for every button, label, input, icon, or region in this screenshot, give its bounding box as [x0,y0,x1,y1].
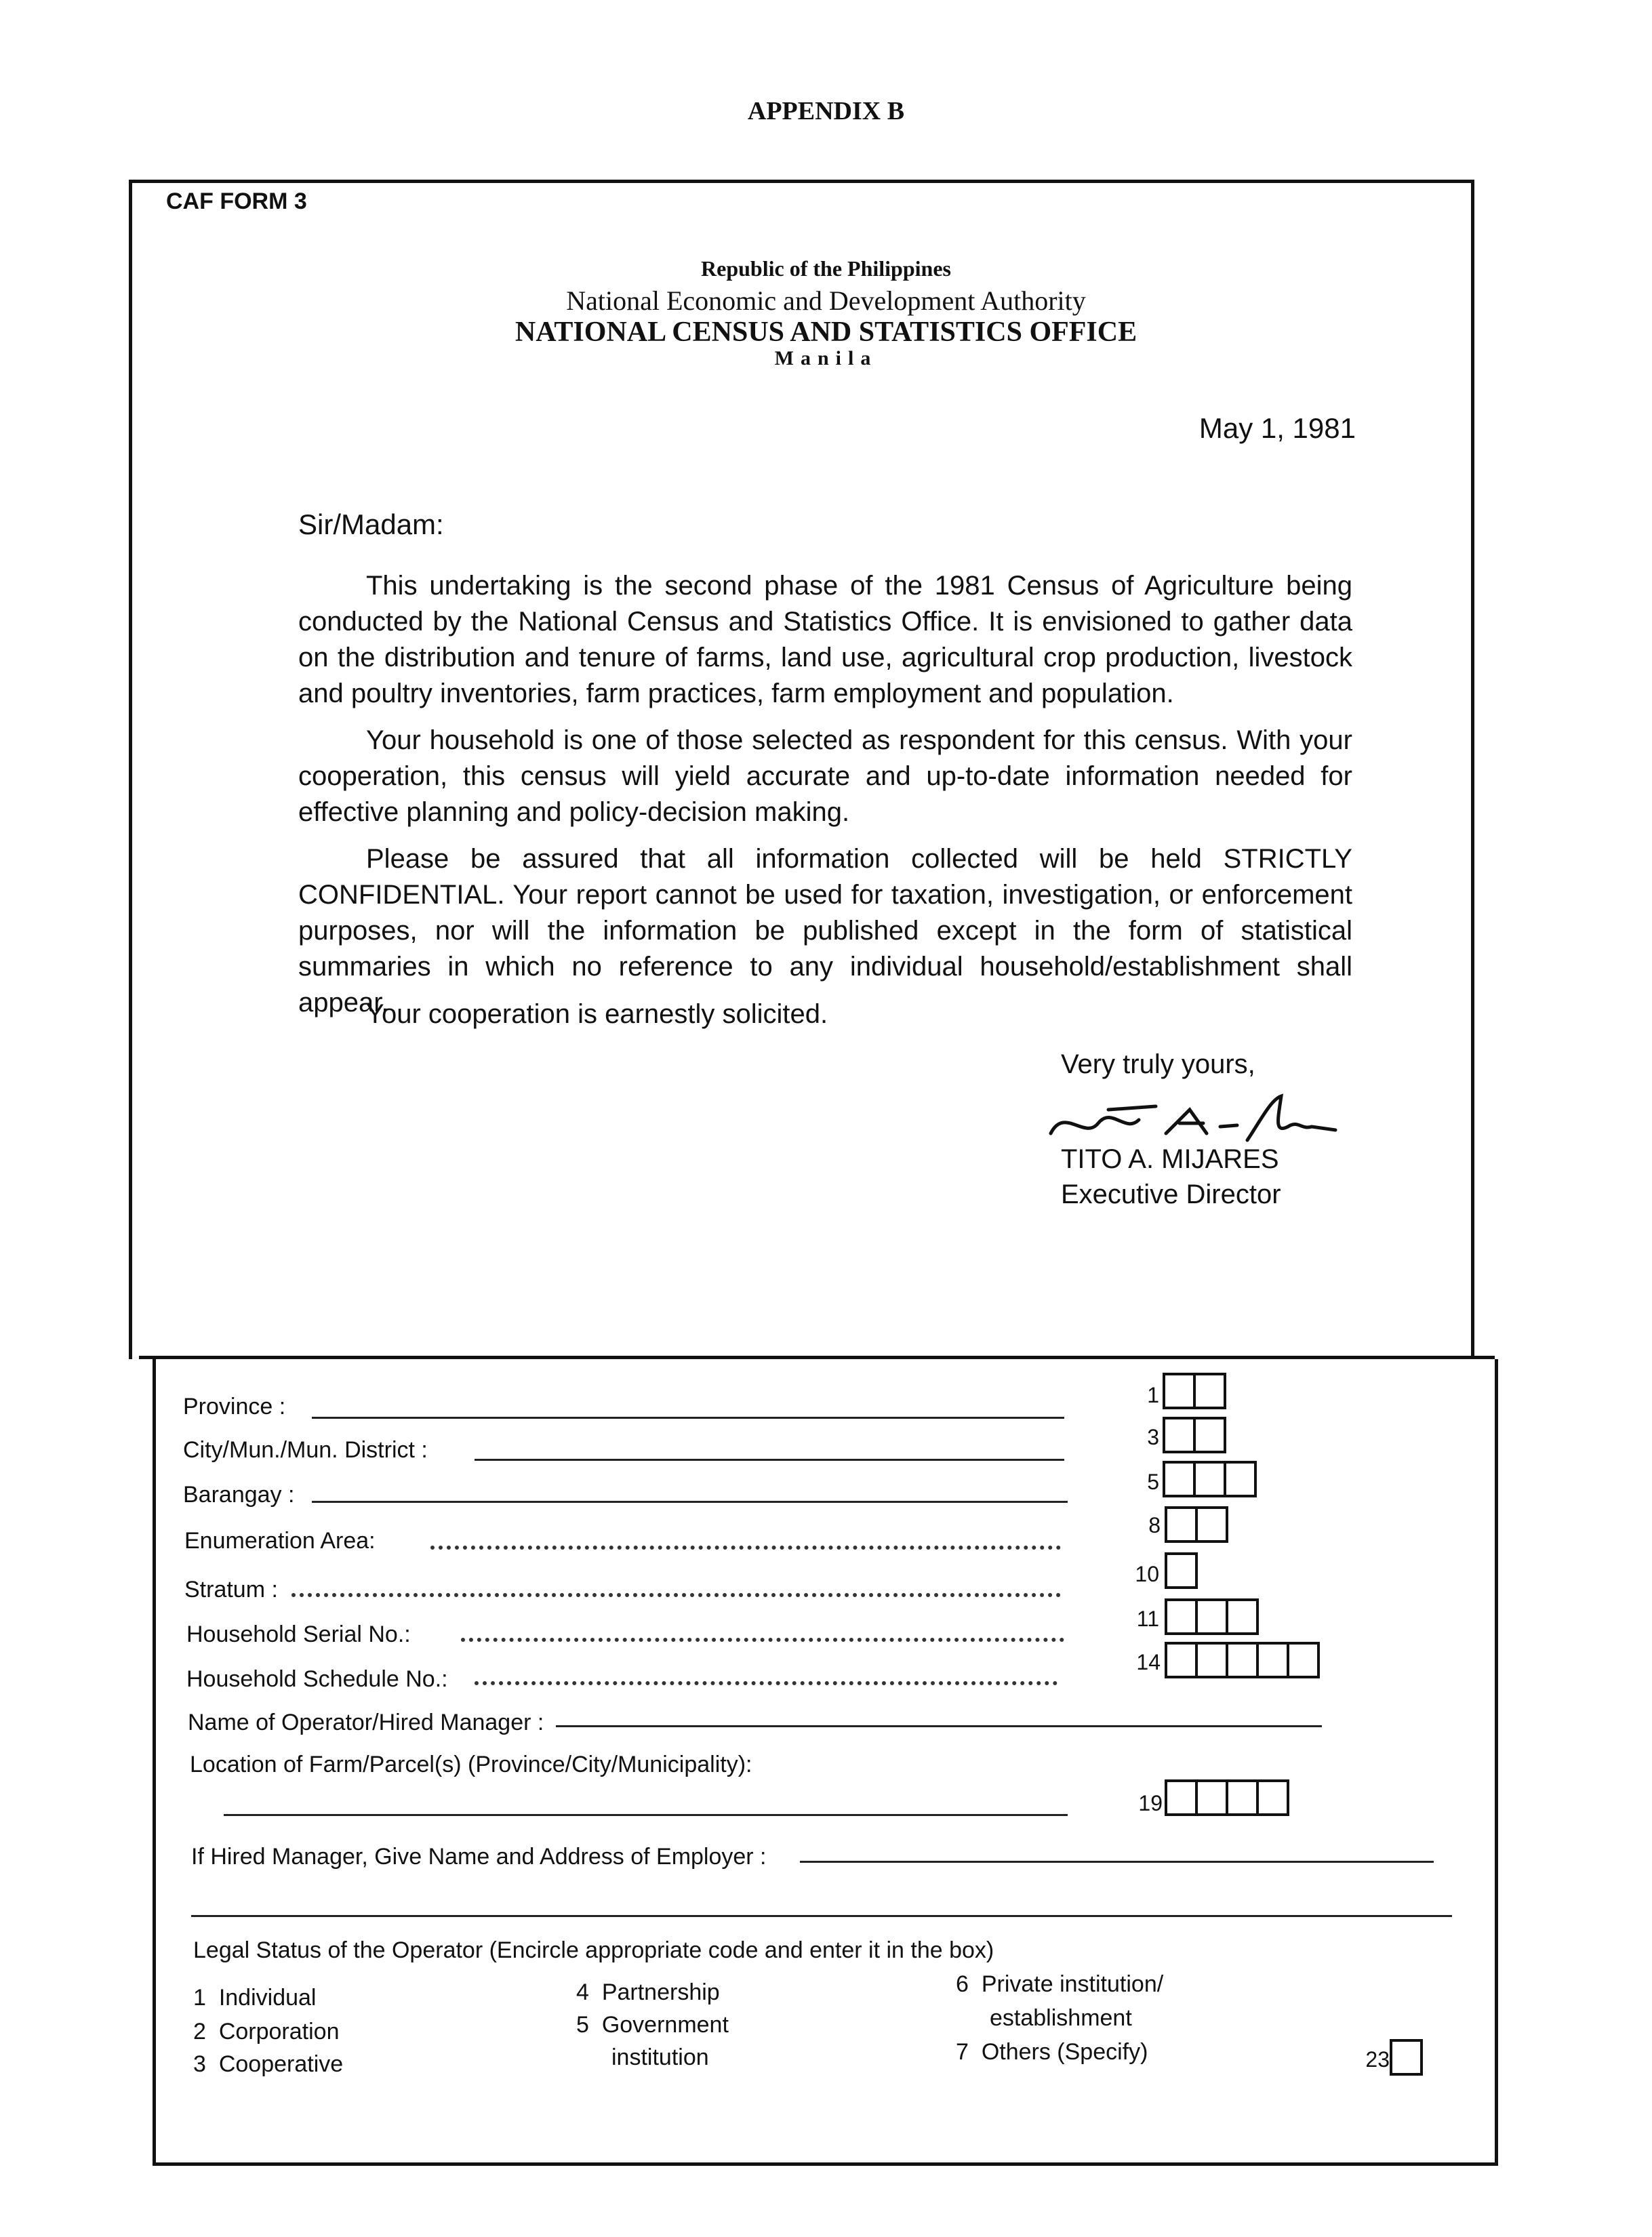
barangay-code: 5 [1147,1470,1159,1494]
legal-status-option-individual[interactable] [193,1985,316,2011]
household-serial-code-boxes[interactable] [1165,1598,1259,1635]
legal-status-option-cooperative[interactable] [193,2051,343,2078]
stratum-code: 10 [1135,1562,1159,1586]
paragraph-confidentiality: Please be assured that all information collected will be held STRICTLY CONFIDENTIAL. Your report cannot be used for taxation, investigation, or enforcement purposes, nor will the information be published except in the form of statistical summaries in which no reference to any individual household/establishment shall appear. [298,844,1352,1017]
option-code: 3 [193,2051,206,2077]
household-serial-label: Household Serial No.: [186,1621,411,1647]
letter-date: May 1, 1981 [1198,412,1356,444]
farm-location-code-boxes[interactable] [1165,1779,1289,1816]
household-schedule-code-boxes[interactable] [1165,1642,1320,1678]
barangay-label: Barangay : [183,1482,295,1508]
farm-location-label: Location of Farm/Parcel(s) (Province/City/Municipality): [190,1752,752,1777]
form-number: CAF FORM 3 [166,188,307,214]
legal-status-code: 23 [1365,2047,1390,2072]
option-text: Partnership [601,1979,720,2005]
city-input[interactable] [475,1459,1064,1461]
option-text: Others (Specify) [981,2039,1148,2065]
employer-address-input[interactable] [191,1915,1452,1917]
city-label: City/Mun./Mun. District : [183,1437,428,1463]
enumeration-area-code: 8 [1148,1513,1161,1537]
household-schedule-code: 14 [1136,1650,1161,1674]
barangay-input[interactable] [312,1501,1068,1503]
signer-title: Executive Director [1061,1180,1281,1209]
legal-status-option-partnership[interactable] [576,1979,720,2006]
legal-status-option-government-cont: institution [611,2044,709,2070]
option-text: Corporation [218,2019,340,2044]
paragraph-solicitation: Your cooperation is earnestly solicited. [366,999,828,1029]
stratum-code-boxes[interactable] [1165,1552,1198,1589]
household-serial-leader [461,1638,1064,1642]
stratum-leader [291,1593,1061,1597]
farm-location-code: 19 [1138,1791,1163,1815]
household-schedule-leader [475,1681,1057,1685]
farm-location-input[interactable] [224,1814,1068,1816]
legal-status-code-box[interactable] [1390,2039,1423,2076]
legal-status-title: Legal Status of the Operator (Encircle appropriate code and enter it in the box) [193,1937,994,1963]
appendix-heading: APPENDIX B [747,97,905,125]
legal-status-option-government[interactable] [576,2012,729,2038]
option-code: 5 [576,2012,589,2038]
province-code: 1 [1147,1383,1159,1407]
household-schedule-label: Household Schedule No.: [186,1666,448,1692]
letterhead-city: Manila [774,347,878,369]
legal-status-option-others[interactable] [956,2039,1148,2065]
enumeration-area-label: Enumeration Area: [184,1528,376,1554]
signer-name: TITO A. MIJARES [1061,1144,1279,1174]
option-text: Individual [218,1985,317,2011]
employer-label: If Hired Manager, Give Name and Address of Employer : [191,1844,767,1870]
letterhead-authority: National Economic and Development Authority [566,285,1086,316]
closing: Very truly yours, [1061,1049,1255,1079]
stratum-label: Stratum : [184,1577,278,1603]
operator-name-input[interactable] [556,1725,1322,1727]
letterhead-republic: Republic of the Philippines [701,256,951,281]
option-text: Cooperative [218,2051,344,2077]
option-code: 4 [576,1979,589,2005]
legal-status-option-corporation[interactable] [193,2019,339,2045]
barangay-code-boxes[interactable] [1163,1461,1257,1497]
province-code-boxes[interactable] [1163,1373,1226,1409]
city-code: 3 [1147,1425,1159,1449]
option-code: 1 [193,1985,206,2011]
legal-status-option-private[interactable] [956,1971,1163,1998]
option-code: 2 [193,2019,206,2044]
option-text: Government [601,2012,729,2038]
province-input[interactable] [312,1417,1064,1419]
option-text: Private institution/ [981,1971,1164,1997]
letterhead-office: NATIONAL CENSUS AND STATISTICS OFFICE [515,317,1137,348]
paragraph-selection: Your household is one of those selected as respondent for this census. With your cooperation, this census will yield accurate and up-to-date information needed for effective planning and policy-decision making. [298,725,1352,827]
legal-status-option-private-cont: establishment [990,2005,1132,2031]
option-code: 6 [956,1971,969,1997]
enumeration-area-code-boxes[interactable] [1165,1506,1228,1543]
option-code: 7 [956,2039,969,2065]
enumeration-area-leader [430,1546,1061,1550]
operator-name-label: Name of Operator/Hired Manager : [188,1710,544,1735]
province-label: Province : [183,1394,286,1419]
paragraph-purpose: This undertaking is the second phase of the 1981 Census of Agriculture being conducted by the National Census and Statistics Office. It is envisioned to gather data on the distribution and tenure of farms, land use, agricultural crop production, livestock and poultry inventories, farm practices, farm employment and population. [298,571,1352,708]
salutation: Sir/Madam: [298,508,444,540]
employer-input[interactable] [800,1861,1434,1863]
city-code-boxes[interactable] [1163,1417,1226,1453]
household-serial-code: 11 [1136,1607,1159,1631]
